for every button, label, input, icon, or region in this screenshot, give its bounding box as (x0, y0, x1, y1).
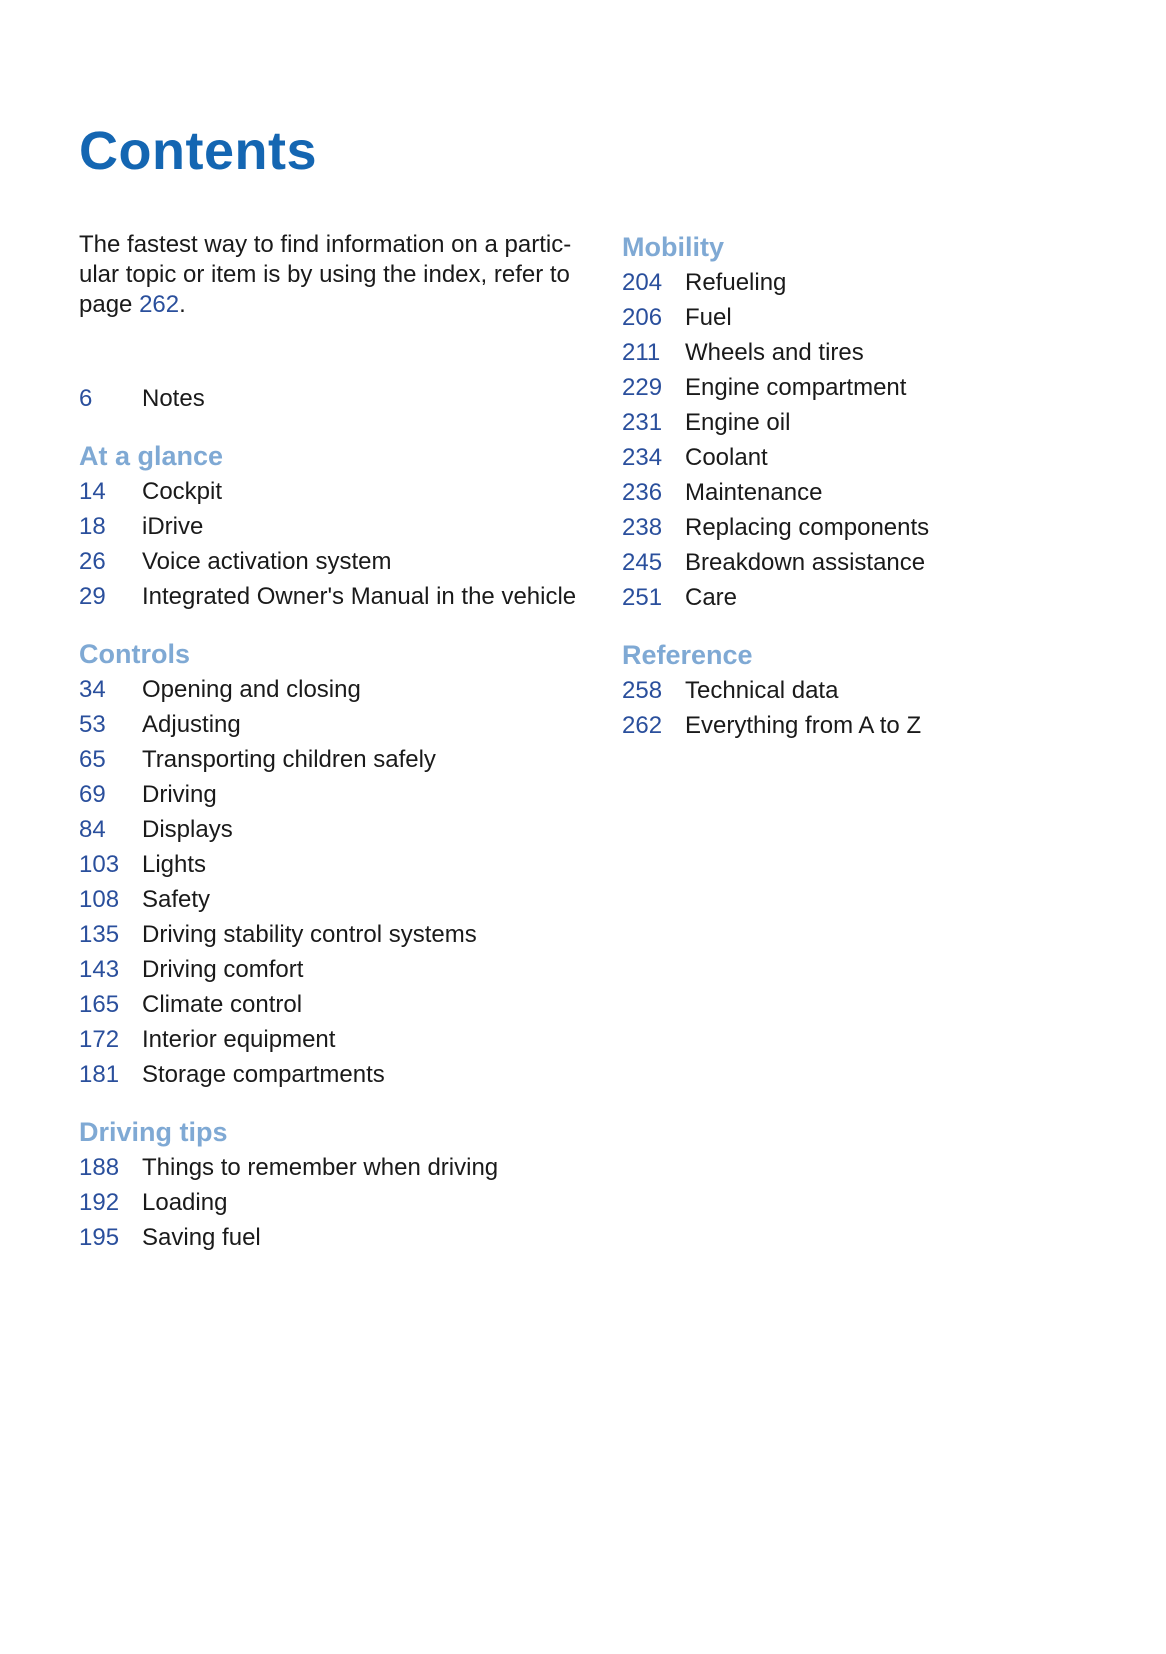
toc-entry[interactable] (79, 1220, 599, 1255)
toc-entry-page[interactable]: 251 (622, 584, 663, 611)
toc-entry-label[interactable]: Lights (142, 851, 207, 878)
toc-entry-label[interactable]: Interior equipment (142, 1026, 336, 1053)
toc-entry-label[interactable]: Coolant (685, 444, 768, 471)
toc-entry-page[interactable]: 245 (622, 549, 663, 576)
intro-paragraph (79, 230, 599, 320)
right-column (622, 230, 1122, 743)
toc-entry[interactable] (79, 1150, 599, 1185)
toc-entry-label[interactable]: Driving (142, 781, 217, 808)
toc-entry-page[interactable]: 143 (79, 956, 120, 983)
toc-entry-label[interactable]: Technical data (685, 677, 839, 704)
toc-entry-label[interactable]: Integrated Owner's Manual in the vehicle (142, 583, 577, 610)
toc-entry-label[interactable]: Care (685, 584, 738, 611)
toc-entry-label[interactable]: Adjusting (142, 711, 241, 738)
toc-entry[interactable] (622, 708, 1122, 743)
index-page-link[interactable]: 262 (139, 291, 180, 318)
toc-section-driving-tips (79, 1115, 599, 1255)
toc-entry-page[interactable]: 103 (79, 851, 120, 878)
section-heading: Reference (622, 640, 753, 670)
toc-entry-page[interactable]: 14 (79, 478, 106, 505)
toc-entry[interactable] (79, 1057, 599, 1092)
toc-entry-page[interactable]: 258 (622, 677, 663, 704)
left-column (79, 230, 599, 1255)
toc-entry-page[interactable]: 192 (79, 1189, 120, 1216)
toc-entry-page[interactable]: 229 (622, 374, 663, 401)
toc-entry[interactable] (79, 882, 599, 917)
toc-entry[interactable] (622, 335, 1122, 370)
toc-entry-label[interactable]: iDrive (142, 513, 204, 540)
toc-entry-page[interactable]: 6 (79, 385, 93, 412)
toc-entry[interactable] (622, 405, 1122, 440)
toc-entry[interactable] (79, 917, 599, 952)
toc-section-reference (622, 638, 1122, 743)
toc-entry-page[interactable]: 65 (79, 746, 106, 773)
toc-entry[interactable] (79, 847, 599, 882)
toc-entry[interactable] (622, 440, 1122, 475)
toc-entry-label[interactable]: Engine oil (685, 409, 791, 436)
section-heading: At a glance (79, 441, 224, 471)
toc-entry-label[interactable]: Safety (142, 886, 211, 913)
toc-entry[interactable] (622, 580, 1122, 615)
toc-entry-page[interactable]: 69 (79, 781, 106, 808)
toc-entry-page[interactable]: 26 (79, 548, 106, 575)
toc-section-at-a-glance (79, 439, 599, 614)
toc-section-controls (79, 637, 599, 1092)
toc-entry-label[interactable]: Opening and closing (142, 676, 361, 703)
intro-line-3-suffix: . (179, 291, 186, 318)
toc-entry[interactable] (79, 812, 599, 847)
toc-entry[interactable] (79, 672, 599, 707)
toc-entry-label[interactable]: Displays (142, 816, 233, 843)
toc-entry-page[interactable]: 29 (79, 583, 106, 610)
page-title: Contents (79, 121, 317, 181)
toc-entry[interactable] (79, 474, 599, 509)
toc-entry-label[interactable]: Wheels and tires (685, 339, 864, 366)
toc-entry-page[interactable]: 165 (79, 991, 120, 1018)
toc-entry[interactable] (79, 707, 599, 742)
toc-entry-page[interactable]: 34 (79, 676, 106, 703)
toc-entry-page[interactable]: 172 (79, 1026, 120, 1053)
intro-line-3-prefix: page (79, 291, 140, 318)
toc-entry[interactable] (79, 952, 599, 987)
toc-entry[interactable] (79, 1185, 599, 1220)
toc-entry[interactable] (622, 475, 1122, 510)
toc-entry[interactable] (622, 545, 1122, 580)
toc-entry-page[interactable]: 188 (79, 1154, 120, 1181)
toc-entry-label[interactable]: Storage compartments (142, 1061, 385, 1088)
toc-entry-label[interactable]: Driving comfort (142, 956, 304, 983)
toc-entry-label[interactable]: Climate control (142, 991, 303, 1018)
toc-entry-page[interactable]: 204 (622, 269, 663, 296)
toc-entry-page[interactable]: 231 (622, 409, 663, 436)
section-heading: Controls (79, 639, 190, 669)
toc-entry-page[interactable]: 211 (622, 339, 661, 366)
toc-entry-page[interactable]: 108 (79, 886, 120, 913)
toc-entry-label[interactable]: Cockpit (142, 478, 223, 505)
toc-entry-label[interactable]: Maintenance (685, 479, 823, 506)
toc-entry[interactable] (79, 509, 599, 544)
toc-entry-page[interactable]: 238 (622, 514, 663, 541)
toc-entry-label[interactable]: Everything from A to Z (685, 712, 922, 739)
toc-entry[interactable] (622, 510, 1122, 545)
toc-section-mobility (622, 230, 1122, 615)
toc-entry-label[interactable]: Replacing components (685, 514, 930, 541)
toc-entry-page[interactable]: 262 (622, 712, 663, 739)
toc-entry[interactable] (622, 300, 1122, 335)
toc-entry-label[interactable]: Refueling (685, 269, 787, 296)
intro-line-2: ular topic or item is by using the index, refer to (79, 261, 570, 288)
toc-entry[interactable] (79, 987, 599, 1022)
toc-entry-label[interactable]: Saving fuel (142, 1224, 261, 1251)
toc-entry[interactable] (622, 673, 1122, 708)
toc-entry-label[interactable]: Loading (142, 1189, 228, 1216)
toc-entry-page[interactable]: 84 (79, 816, 106, 843)
toc-entry[interactable] (79, 777, 599, 812)
toc-entry-page[interactable]: 53 (79, 711, 106, 738)
toc-entry-label[interactable]: Transporting children safely (142, 746, 436, 773)
toc-entry-label[interactable]: Driving stability control systems (142, 921, 477, 948)
toc-entry[interactable] (622, 370, 1122, 405)
toc-entry-page[interactable]: 234 (622, 444, 663, 471)
toc-entry-label[interactable]: Voice activation system (142, 548, 392, 575)
toc-entry-page[interactable]: 181 (79, 1061, 120, 1088)
toc-entry[interactable] (622, 265, 1122, 300)
toc-entry-notes[interactable] (79, 381, 599, 416)
toc-entry-page[interactable]: 236 (622, 479, 663, 506)
toc-entry[interactable] (79, 1022, 599, 1057)
toc-entry[interactable] (79, 742, 599, 777)
toc-entry[interactable] (79, 544, 599, 579)
toc-entry-label[interactable]: Notes (142, 385, 205, 412)
intro-line-1: The fastest way to find information on a partic- (79, 231, 572, 258)
toc-entry[interactable] (79, 579, 599, 614)
section-heading: Mobility (622, 232, 724, 262)
toc-entry-page[interactable]: 18 (79, 513, 106, 540)
toc-entry-label[interactable]: Fuel (685, 304, 732, 331)
toc-entry-label[interactable]: Breakdown assistance (685, 549, 926, 576)
toc-entry-page[interactable]: 206 (622, 304, 663, 331)
toc-entry-label[interactable]: Engine compartment (685, 374, 907, 401)
toc-entry-page[interactable]: 195 (79, 1224, 120, 1251)
toc-entry-page[interactable]: 135 (79, 921, 120, 948)
right-sections (622, 230, 1122, 743)
left-sections (79, 439, 599, 1255)
toc-entry-label[interactable]: Things to remember when driving (142, 1154, 499, 1181)
section-heading: Driving tips (79, 1117, 228, 1147)
